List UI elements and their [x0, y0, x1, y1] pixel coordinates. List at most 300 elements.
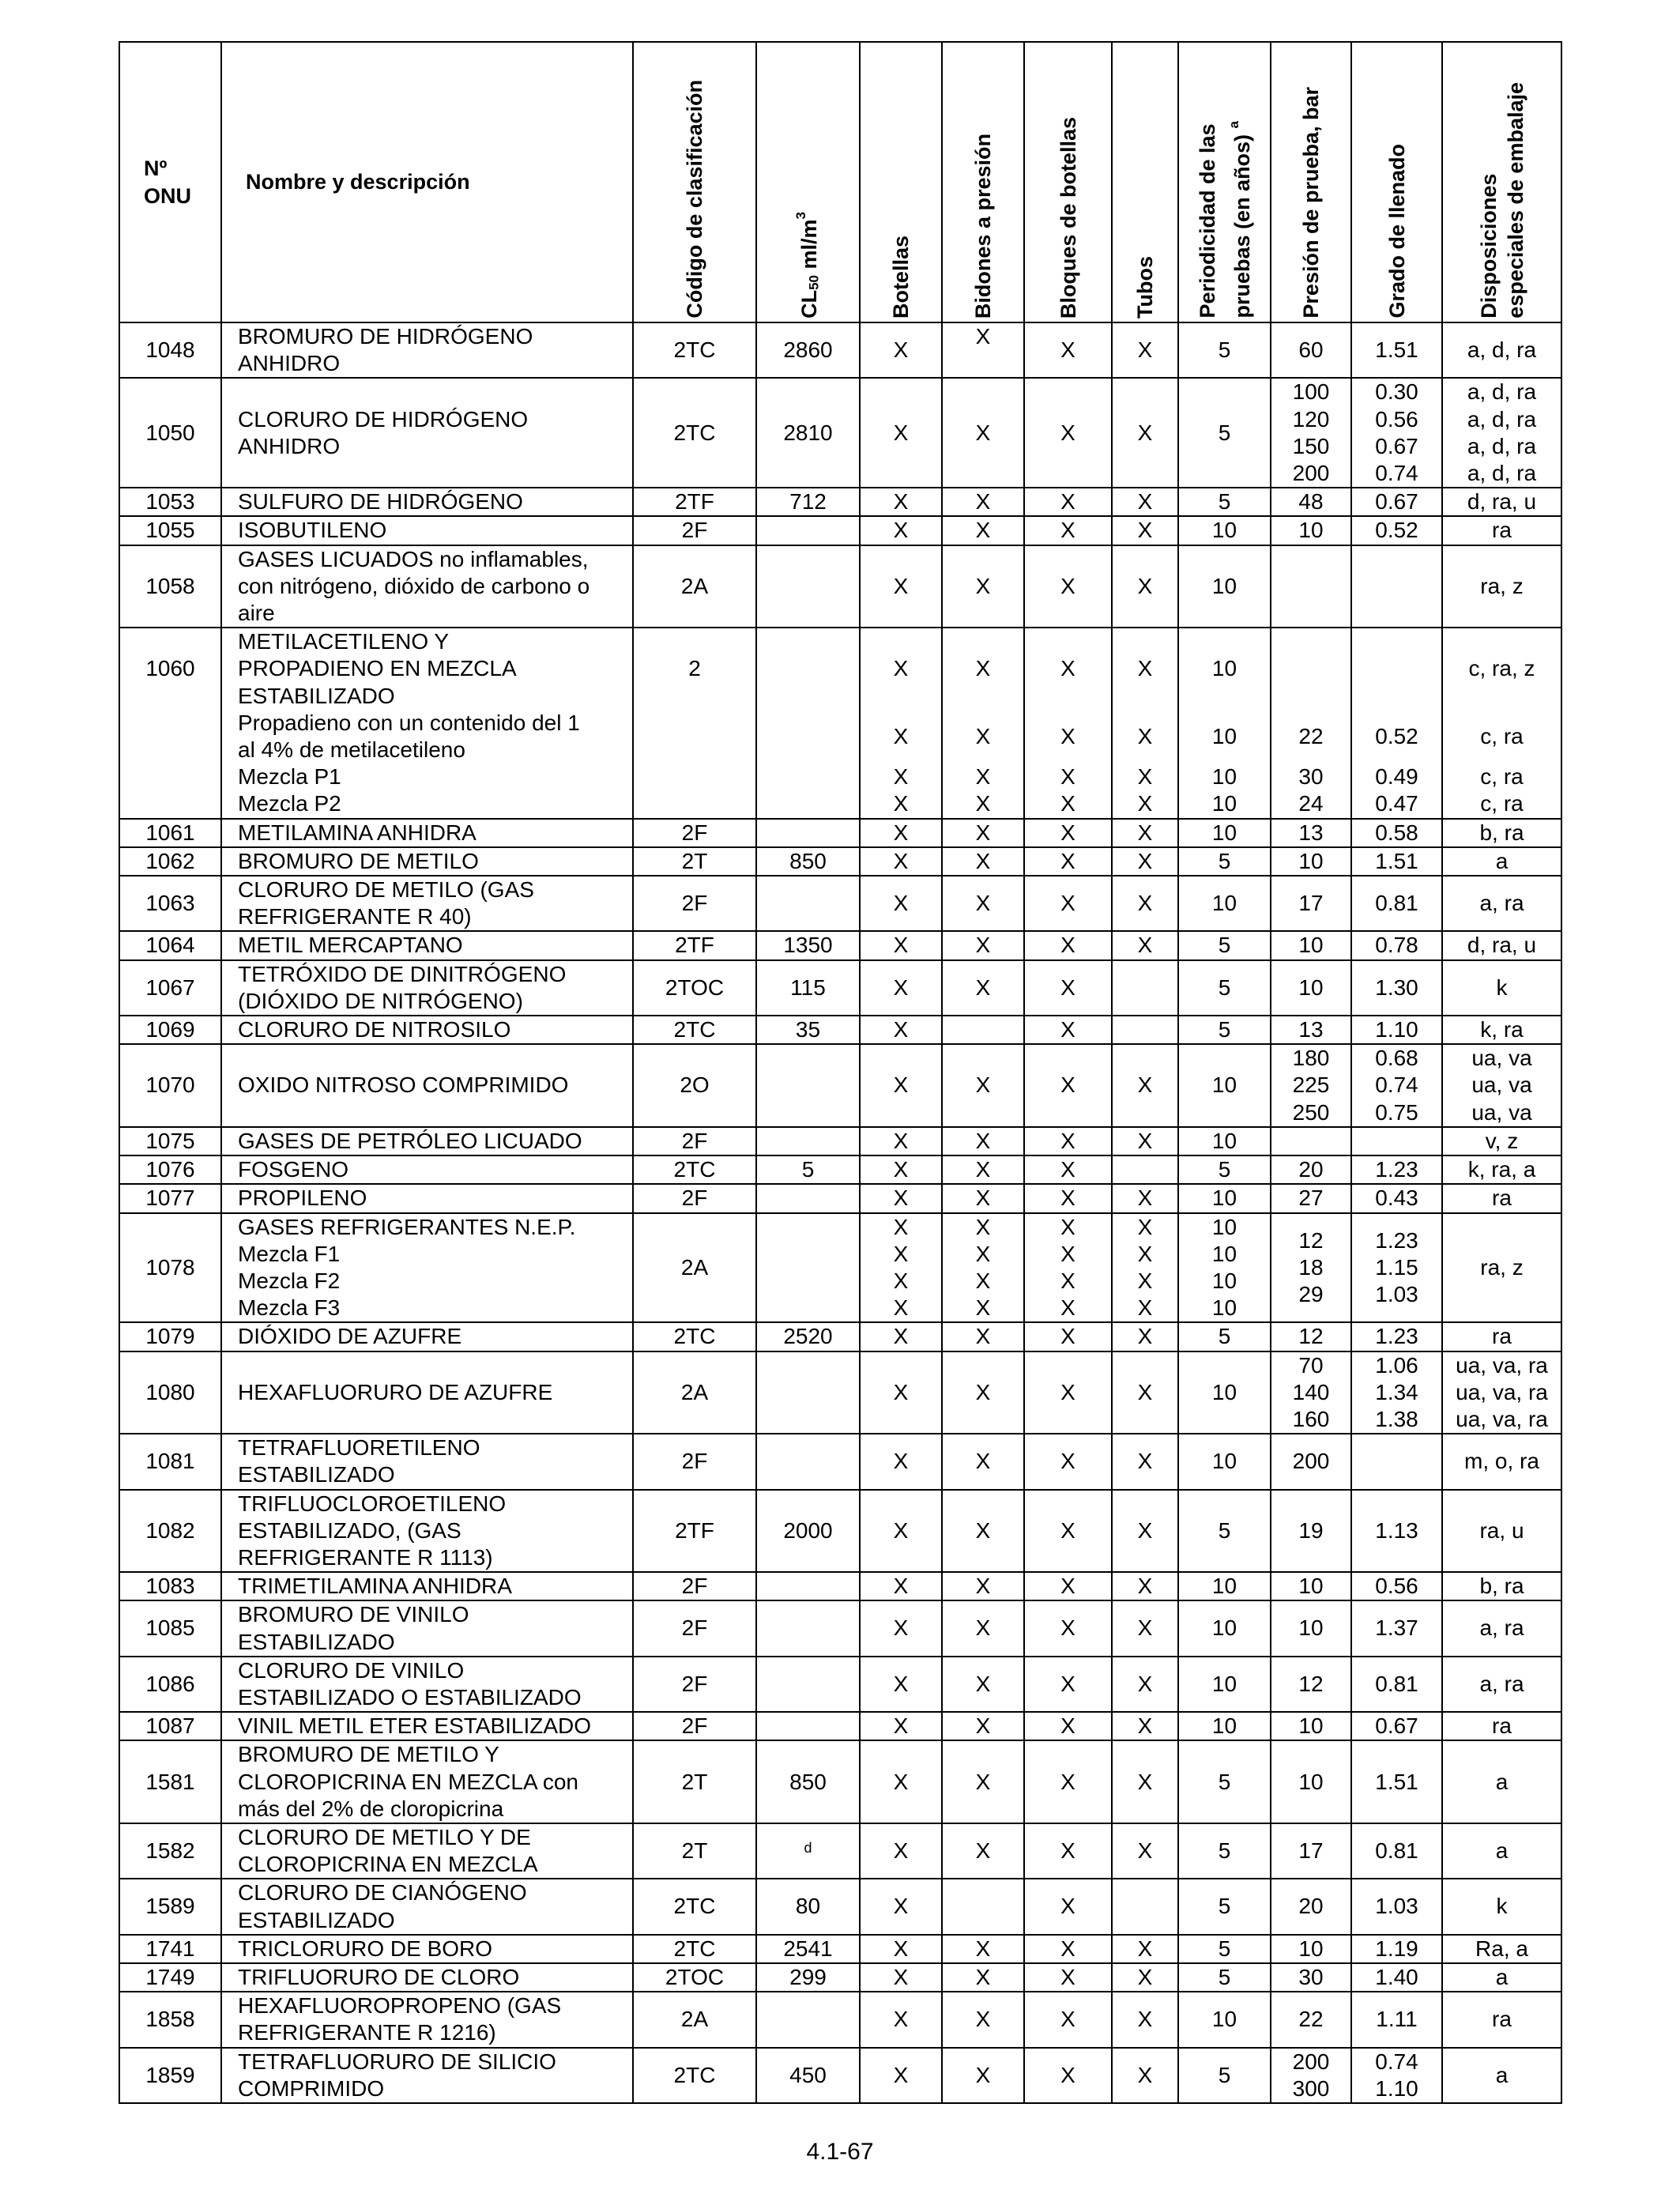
cell-code — [633, 790, 756, 818]
cell-line: 1.30 — [1375, 974, 1418, 1000]
cell-pressure — [1271, 1600, 1351, 1656]
cell-line: b, ra — [1479, 1574, 1524, 1599]
table-row — [119, 1963, 1561, 1992]
cell-un — [119, 790, 221, 818]
cell-filling — [1351, 931, 1442, 959]
cell-line: ua, va — [1471, 1072, 1532, 1098]
cell-un: 1589 — [119, 1879, 221, 1934]
cell-line: PROPADIENO EN MEZCLA — [238, 656, 517, 681]
table-row — [119, 1740, 1561, 1823]
cell-tubes: X — [1112, 1963, 1178, 1992]
table-row — [119, 1044, 1561, 1127]
cell-filling — [1351, 1490, 1442, 1573]
cell-line: TRIMETILAMINA ANHIDRA — [238, 1574, 512, 1599]
cell-line: a — [1495, 1964, 1509, 1989]
cell-cl50 — [756, 516, 860, 545]
cell-bottles: X — [860, 1155, 942, 1184]
cell-cl50 — [756, 819, 860, 847]
cell-cl50 — [756, 1712, 860, 1740]
cell-name — [221, 1657, 633, 1712]
cell-provisions — [1442, 763, 1561, 790]
cell-period: 10 — [1178, 710, 1271, 763]
cell-name — [221, 628, 633, 710]
header-code: Código de clasificación — [633, 42, 756, 322]
cell-filling — [1351, 378, 1442, 488]
cell-line: 10 — [1298, 974, 1324, 1000]
cell-bottles: X — [860, 1127, 942, 1155]
cell-tubes: X — [1112, 1490, 1178, 1573]
cell-line: 10 — [1298, 1713, 1324, 1739]
cell-name — [221, 1213, 633, 1323]
cell-pressure — [1271, 2048, 1351, 2103]
cell-line: 0.56 — [1375, 406, 1418, 432]
cell-line: TETRAFLUORETILENO — [238, 1435, 480, 1461]
cell-tubes: X — [1112, 1044, 1178, 1127]
cell-line: c, ra, z — [1468, 656, 1535, 681]
cell-period: 5 — [1178, 1935, 1271, 1963]
cell-line: X — [1060, 1295, 1075, 1321]
cell-bundles: X — [1024, 763, 1112, 790]
cell-provisions — [1442, 1657, 1561, 1712]
cell-bundles: X — [1024, 1963, 1112, 1992]
cell-line: X — [1137, 1295, 1153, 1321]
cell-bottles: X — [860, 516, 942, 545]
cell-bottles: X — [860, 1963, 942, 1992]
cell-line: 100 — [1292, 379, 1330, 405]
cell-line: X — [1137, 1214, 1153, 1239]
cell-name — [221, 378, 633, 488]
cell-bundles — [1024, 1213, 1112, 1323]
cell-code: 2TOC — [633, 960, 756, 1016]
cell-line: X — [1060, 1268, 1075, 1293]
cell-code: 2F — [633, 1184, 756, 1212]
cell-provisions — [1442, 790, 1561, 818]
cell-tubes: X — [1112, 1740, 1178, 1823]
cell-provisions — [1442, 1490, 1561, 1573]
cell-bundles: X — [1024, 1351, 1112, 1434]
cell-tubes: X — [1112, 1823, 1178, 1879]
cell-line: ANHIDRO — [238, 351, 341, 376]
cell-code: 2A — [633, 545, 756, 628]
cell-line: 0.67 — [1375, 489, 1418, 515]
cell-tubes: X — [1112, 322, 1178, 378]
cell-line: ua, va, ra — [1456, 1352, 1548, 1378]
cell-period: 10 — [1178, 1992, 1271, 2047]
cell-cl50: 450 — [756, 2048, 860, 2103]
cell-line: ua, va, ra — [1456, 1406, 1548, 1431]
cell-line: GASES REFRIGERANTES N.E.P. — [238, 1214, 576, 1239]
table-row — [119, 847, 1561, 876]
cell-line: 1.23 — [1375, 1157, 1418, 1182]
cell-line: X — [893, 1241, 909, 1266]
cell-line: más del 2% de cloropicrina — [238, 1796, 504, 1821]
cell-un: 1086 — [119, 1657, 221, 1712]
cell-line: BROMURO DE METILO — [238, 848, 479, 873]
cell-period: 5 — [1178, 2048, 1271, 2103]
cell-bundles: X — [1024, 1044, 1112, 1127]
cell-drums: X — [942, 1127, 1024, 1155]
cell-un: 1582 — [119, 1823, 221, 1879]
cell-un — [119, 710, 221, 763]
cell-bundles: X — [1024, 1434, 1112, 1489]
cell-drums: X — [942, 763, 1024, 790]
cell-line: a, d, ra — [1467, 406, 1537, 432]
cell-bottles: X — [860, 1322, 942, 1351]
cell-line: 10 — [1211, 1214, 1237, 1239]
cell-cl50: 850 — [756, 847, 860, 876]
cell-tubes: X — [1112, 1184, 1178, 1212]
cell-line: ra — [1492, 1186, 1512, 1211]
cell-cl50 — [756, 628, 860, 710]
header-cl50: $CL_{50}$ $ml/m^3$ — [756, 42, 860, 322]
cell-bottles: X — [860, 1016, 942, 1044]
cell-line: TETRÓXIDO DE DINITRÓGENO — [238, 961, 567, 986]
cell-line: 150 — [1292, 433, 1330, 458]
cell-line: a, ra — [1479, 891, 1524, 916]
cell-name — [221, 1044, 633, 1127]
cell-line: 1.13 — [1375, 1517, 1418, 1543]
cell-line: 24 — [1298, 791, 1324, 816]
cell-provisions — [1442, 516, 1561, 545]
cell-drums: X — [942, 1992, 1024, 2047]
cell-filling — [1351, 790, 1442, 818]
cell-code — [633, 763, 756, 790]
cell-cl50 — [756, 1044, 860, 1127]
cell-line: 0.78 — [1375, 933, 1418, 958]
cell-line: Mezcla F2 — [238, 1268, 341, 1293]
cell-period: 5 — [1178, 1016, 1271, 1044]
cell-line: ESTABILIZADO O ESTABILIZADO — [238, 1684, 582, 1710]
cell-un: 1076 — [119, 1155, 221, 1184]
cell-un: 1055 — [119, 516, 221, 545]
cell-provisions — [1442, 322, 1561, 378]
cell-un: 1080 — [119, 1351, 221, 1434]
cell-tubes — [1112, 1879, 1178, 1934]
cell-code: 2O — [633, 1044, 756, 1127]
cell-line: v, z — [1485, 1128, 1519, 1153]
cell-pressure — [1271, 378, 1351, 488]
cell-line: 1.03 — [1375, 1894, 1418, 1919]
cell-code: 2F — [633, 1572, 756, 1600]
cell-period: 10 — [1178, 516, 1271, 545]
cell-filling — [1351, 1322, 1442, 1351]
cell-cl50 — [756, 1184, 860, 1212]
cell-code: 2TC — [633, 1016, 756, 1044]
cell-line: ESTABILIZADO — [238, 1462, 395, 1487]
cell-line: a, ra — [1479, 1671, 1524, 1696]
cell-line: d, ra, u — [1467, 933, 1537, 958]
cell-line: CLORURO DE NITROSILO — [238, 1017, 511, 1042]
cell-provisions — [1442, 1044, 1561, 1127]
cell-un: 1082 — [119, 1490, 221, 1573]
cell-un: 1741 — [119, 1935, 221, 1963]
cell-period: 10 — [1178, 763, 1271, 790]
cell-drums: X — [942, 1044, 1024, 1127]
cell-pressure — [1271, 960, 1351, 1016]
cell-line: METILAMINA ANHIDRA — [238, 820, 477, 845]
cell-code: 2F — [633, 1600, 756, 1656]
cell-tubes: X — [1112, 516, 1178, 545]
cell-line: 180 — [1292, 1046, 1330, 1071]
cell-line: ra — [1492, 2007, 1512, 2032]
cell-cl50: 1350 — [756, 931, 860, 959]
cell-filling — [1351, 763, 1442, 790]
cell-cl50 — [756, 1992, 860, 2047]
cell-bundles: X — [1024, 819, 1112, 847]
table-row — [119, 1322, 1561, 1351]
cell-period: 5 — [1178, 1155, 1271, 1184]
cell-bottles: X — [860, 488, 942, 516]
cell-line: FOSGENO — [238, 1157, 349, 1182]
cell-tubes — [1112, 1155, 1178, 1184]
cell-period — [1178, 1213, 1271, 1323]
cell-un: 1063 — [119, 876, 221, 931]
cell-cl50: 2541 — [756, 1935, 860, 1963]
cell-name — [221, 931, 633, 959]
cell-filling — [1351, 1351, 1442, 1434]
table-row — [119, 1823, 1561, 1879]
cell-cl50 — [756, 790, 860, 818]
cell-cl50 — [756, 1213, 860, 1323]
cell-pressure — [1271, 1740, 1351, 1823]
cell-filling — [1351, 847, 1442, 876]
cell-period: 10 — [1178, 628, 1271, 710]
cell-un: 1749 — [119, 1963, 221, 1992]
cell-code: 2F — [633, 516, 756, 545]
cell-filling — [1351, 819, 1442, 847]
cell-bottles: X — [860, 1823, 942, 1879]
cell-line: 0.56 — [1375, 1574, 1418, 1599]
cell-period: 10 — [1178, 1572, 1271, 1600]
cell-line: 0.81 — [1375, 1838, 1418, 1864]
table-row — [119, 1127, 1561, 1155]
cell-line: Propadieno con un contenido del 1 — [238, 710, 580, 735]
table-row — [119, 1600, 1561, 1656]
table-row — [119, 516, 1561, 545]
cell-provisions — [1442, 1155, 1561, 1184]
cell-line: X — [975, 1214, 991, 1239]
cell-pressure — [1271, 1322, 1351, 1351]
cell-provisions — [1442, 1992, 1561, 2047]
cell-bottles: X — [860, 1184, 942, 1212]
cell-line: a — [1495, 1769, 1509, 1794]
cell-un: 1077 — [119, 1184, 221, 1212]
cell-tubes — [1112, 960, 1178, 1016]
cell-bottles: X — [860, 931, 942, 959]
cell-bundles: X — [1024, 2048, 1112, 2103]
cell-provisions — [1442, 1351, 1561, 1434]
cell-code: 2F — [633, 1127, 756, 1155]
cell-cl50: 2000 — [756, 1490, 860, 1573]
cell-line: ra, z — [1480, 1254, 1524, 1280]
cell-tubes: X — [1112, 1600, 1178, 1656]
cell-pressure — [1271, 1127, 1351, 1155]
cell-line: 12 — [1298, 1227, 1324, 1253]
cell-bottles: X — [860, 1600, 942, 1656]
cell-pressure — [1271, 1434, 1351, 1489]
cell-pressure — [1271, 488, 1351, 516]
cell-line: (DIÓXIDO DE NITRÓGENO) — [238, 988, 523, 1013]
cell-pressure — [1271, 1992, 1351, 2047]
cell-line: k — [1496, 974, 1508, 1000]
cell-period: 5 — [1178, 1490, 1271, 1573]
cell-code: 2TC — [633, 1322, 756, 1351]
cell-provisions — [1442, 960, 1561, 1016]
cell-line: TRIFLUORURO DE CLORO — [238, 1964, 520, 1989]
cell-filling — [1351, 1434, 1442, 1489]
cell-name — [221, 710, 633, 763]
cell-cl50: 2810 — [756, 378, 860, 488]
table-row — [119, 763, 1561, 790]
cell-line: Mezcla F3 — [238, 1295, 341, 1321]
cell-drums: X — [942, 1740, 1024, 1823]
cell-filling — [1351, 1213, 1442, 1323]
cell-line: 12 — [1298, 1671, 1324, 1696]
cell-un: 1061 — [119, 819, 221, 847]
cell-name — [221, 819, 633, 847]
cell-name — [221, 1600, 633, 1656]
table-row — [119, 1490, 1561, 1573]
cell-tubes: X — [1112, 488, 1178, 516]
cell-drums: X — [942, 1963, 1024, 1992]
cell-bundles: X — [1024, 1992, 1112, 2047]
cell-un: 1064 — [119, 931, 221, 959]
cell-name — [221, 1712, 633, 1740]
cell-code: 2T — [633, 1823, 756, 1879]
header-row — [119, 42, 1561, 322]
cell-line: Mezcla P1 — [238, 764, 341, 790]
cell-filling — [1351, 1016, 1442, 1044]
cell-tubes: X — [1112, 628, 1178, 710]
cell-cl50: 80 — [756, 1879, 860, 1934]
cell-line: 17 — [1298, 891, 1324, 916]
cell-line: 250 — [1292, 1099, 1330, 1125]
cell-bottles: X — [860, 763, 942, 790]
cell-line: VINIL METIL ETER ESTABILIZADO — [238, 1713, 592, 1739]
cell-un: 1075 — [119, 1127, 221, 1155]
cell-line: OXIDO NITROSO COMPRIMIDO — [238, 1072, 569, 1098]
cell-drums — [942, 1016, 1024, 1044]
cell-line: con nitrógeno, dióxido de carbono o — [238, 573, 590, 598]
cell-filling — [1351, 545, 1442, 628]
cell-period: 5 — [1178, 1823, 1271, 1879]
cell-tubes: X — [1112, 545, 1178, 628]
cell-drums: X — [942, 876, 1024, 931]
cell-line: METILACETILENO Y — [238, 629, 450, 654]
cell-bundles: X — [1024, 322, 1112, 378]
cell-line: X — [1060, 1214, 1075, 1239]
cell-line: 10 — [1298, 1769, 1324, 1794]
cell-line: a, d, ra — [1467, 379, 1537, 405]
table-row — [119, 1992, 1561, 2047]
cell-bundles: X — [1024, 1127, 1112, 1155]
table-row — [119, 1572, 1561, 1600]
cell-tubes: X — [1112, 876, 1178, 931]
cell-drums: X — [942, 1712, 1024, 1740]
cell-name — [221, 790, 633, 818]
page-number: 4.1-67 — [806, 2139, 874, 2165]
cell-code: 2 — [633, 628, 756, 710]
cell-line: TETRAFLUORURO DE SILICIO — [238, 2049, 556, 2074]
cell-line: CLORURO DE METILO (GAS — [238, 877, 534, 903]
cell-drums: X — [942, 628, 1024, 710]
cell-code: 2TOC — [633, 1963, 756, 1992]
cell-line: 1.03 — [1375, 1282, 1418, 1306]
cell-pressure — [1271, 931, 1351, 959]
cell-provisions — [1442, 931, 1561, 959]
table-row — [119, 1879, 1561, 1934]
cell-bottles: X — [860, 1351, 942, 1434]
cell-tubes: X — [1112, 847, 1178, 876]
cell-cl50 — [756, 1127, 860, 1155]
cell-name — [221, 1823, 633, 1879]
cell-bottles: X — [860, 1657, 942, 1712]
cell-un: 1858 — [119, 1992, 221, 2047]
cell-line: ISOBUTILENO — [238, 518, 387, 543]
cell-pressure — [1271, 628, 1351, 710]
table-row — [119, 1184, 1561, 1212]
cell-line: 200 — [1292, 461, 1330, 486]
cell-provisions — [1442, 2048, 1561, 2103]
header-pressure: Presión de prueba, bar — [1271, 42, 1351, 322]
cell-bundles: X — [1024, 710, 1112, 763]
cell-line: 1.06 — [1375, 1352, 1418, 1378]
cell-bundles: X — [1024, 1879, 1112, 1934]
cell-code: 2TC — [633, 378, 756, 488]
table-row — [119, 960, 1561, 1016]
cell-line: 1.51 — [1375, 337, 1418, 363]
cell-line: TRICLORURO DE BORO — [238, 1936, 493, 1961]
cell-filling — [1351, 322, 1442, 378]
cell-pressure — [1271, 1712, 1351, 1740]
cell-line: 10 — [1298, 518, 1324, 543]
cell-code: 2A — [633, 1213, 756, 1323]
cell-period: 5 — [1178, 1740, 1271, 1823]
cell-line: X — [1137, 1241, 1153, 1266]
cell-tubes: X — [1112, 1434, 1178, 1489]
cell-line: 10 — [1298, 848, 1324, 873]
header-bundles: Bloques de botellas — [1024, 42, 1112, 322]
cell-period: 5 — [1178, 322, 1271, 378]
cell-line: c, ra — [1480, 723, 1524, 748]
cell-provisions — [1442, 1879, 1561, 1934]
cell-tubes: X — [1112, 1712, 1178, 1740]
header-period: Periodicidad de las pruebas (en años) $^a$ — [1178, 42, 1271, 322]
cell-provisions — [1442, 876, 1561, 931]
cell-drums: X — [942, 1434, 1024, 1489]
cell-line: a, ra — [1479, 1615, 1524, 1641]
cell-drums: X — [942, 516, 1024, 545]
cell-pressure — [1271, 1963, 1351, 1992]
cell-cl50: 35 — [756, 1016, 860, 1044]
cell-un: 1070 — [119, 1044, 221, 1127]
cell-un: 1069 — [119, 1016, 221, 1044]
cell-name — [221, 1490, 633, 1573]
cell-filling — [1351, 1712, 1442, 1740]
cell-pressure — [1271, 1016, 1351, 1044]
cell-code: 2T — [633, 1740, 756, 1823]
cell-bundles: X — [1024, 488, 1112, 516]
cell-bottles: X — [860, 819, 942, 847]
cell-provisions — [1442, 1712, 1561, 1740]
cell-code: 2F — [633, 819, 756, 847]
cell-line: a, d, ra — [1467, 461, 1537, 486]
cell-un: 1048 — [119, 322, 221, 378]
cell-line: 1.15 — [1375, 1254, 1418, 1280]
cell-line: Ra, a — [1475, 1936, 1528, 1961]
cell-line: X — [975, 1241, 991, 1266]
cell-bottles: X — [860, 710, 942, 763]
